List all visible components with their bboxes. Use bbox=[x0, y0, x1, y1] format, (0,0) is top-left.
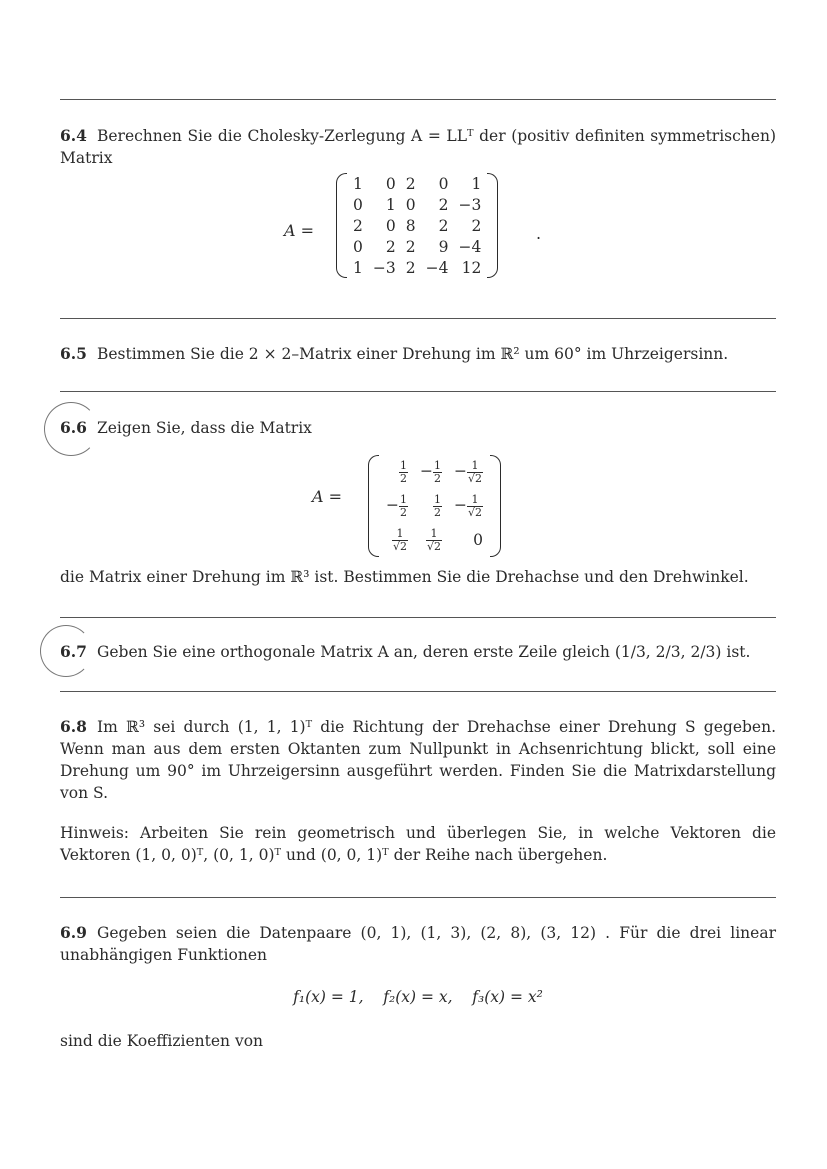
matrix-entry: − $\frac{1}{√2}$ bbox=[454, 492, 483, 519]
matrix-label: A = bbox=[284, 221, 315, 240]
matrix-entry: − $\frac{1}{√2}$ bbox=[454, 458, 483, 485]
matrix-row bbox=[380, 489, 489, 523]
matrix-entry: 12 bbox=[461, 258, 482, 277]
exercise-6-8 bbox=[60, 716, 776, 804]
matrix-entry: $\frac{1}{2}$ bbox=[434, 492, 441, 519]
matrix-entry: 2 bbox=[438, 195, 449, 214]
exercise-text: Geben Sie eine orthogonale Matrix A an, deren erste Zeile gleich (1/3, 2/3, 2/3) ist. bbox=[96, 643, 751, 661]
right-parenthesis bbox=[490, 455, 501, 557]
matrix-entry: 2 bbox=[471, 216, 482, 235]
matrix-entry: 2 bbox=[385, 237, 396, 256]
matrix-entry: − $\frac{1}{2}$ bbox=[386, 492, 407, 519]
matrix-entry: $\frac{1}{√2}$ bbox=[426, 526, 441, 553]
matrix-entry: −4 bbox=[425, 258, 449, 277]
matrix-entry: −4 bbox=[458, 237, 482, 256]
exercise-text: Im ℝ³ sei durch (1, 1, 1)ᵀ die Richtung der Drehachse einer Drehung S gegeben. Wenn man aus dem ersten Oktanten zum Nullpunkt in Achsenrichtung blickt, soll eine Drehung um 90° im Uhrzeigersinn ausgeführt werden. Finden Sie die Matrixdarstellung von S. bbox=[60, 718, 776, 802]
exercise-6-9 bbox=[60, 922, 776, 966]
exercise-number: 6.4 bbox=[60, 126, 87, 145]
exercise-text: Gegeben seien die Datenpaare (0, 1), (1, 3), (2, 8), (3, 12) . Für die drei linear unabhängigen Funktionen bbox=[60, 924, 776, 964]
exercise-6-7 bbox=[60, 641, 776, 663]
matrix-entry: 0 bbox=[385, 216, 396, 235]
exercise-text: Berechnen Sie die Cholesky-Zerlegung A = LLᵀ der (positiv definiten symmetrischen) Matrix bbox=[60, 127, 776, 167]
matrix-row bbox=[348, 173, 486, 194]
matrix-entry: 0 bbox=[353, 237, 363, 256]
matrix-label: A = bbox=[312, 487, 343, 506]
left-parenthesis bbox=[368, 455, 379, 557]
matrix-entry: 8 bbox=[405, 216, 416, 235]
separator-rule bbox=[60, 897, 776, 898]
matrix-entry: 0 bbox=[385, 174, 396, 193]
matrix-entry: 1 bbox=[353, 258, 363, 277]
matrix-entry: 2 bbox=[405, 258, 416, 277]
matrix-entry: $\frac{1}{√2}$ bbox=[392, 526, 407, 553]
matrix-entry: 2 bbox=[438, 216, 449, 235]
equation-period: . bbox=[536, 224, 542, 243]
matrix-row bbox=[380, 523, 489, 557]
left-parenthesis bbox=[336, 173, 347, 278]
matrix-entry: $\frac{1}{2}$ bbox=[400, 458, 407, 485]
exercise-6-6-continuation: die Matrix einer Drehung im ℝ³ ist. Bestimmen Sie die Drehachse und den Drehwinkel. bbox=[60, 568, 749, 586]
matrix-entry: 2 bbox=[405, 237, 416, 256]
exercise-6-6 bbox=[60, 417, 776, 439]
exercise-text: Bestimmen Sie die 2 × 2–Matrix einer Drehung im ℝ² um 60° im Uhrzeigersinn. bbox=[96, 345, 729, 363]
matrix-entry: 2 bbox=[405, 174, 416, 193]
matrix-row bbox=[348, 215, 486, 236]
separator-rule bbox=[60, 318, 776, 319]
separator-rule bbox=[60, 391, 776, 392]
matrix-entry: 1 bbox=[385, 195, 396, 214]
cholesky-matrix bbox=[348, 173, 486, 278]
separator-rule bbox=[60, 617, 776, 618]
matrix-entry: −3 bbox=[372, 258, 396, 277]
exercise-number: 6.6 bbox=[60, 418, 87, 437]
matrix-entry: 0 bbox=[405, 195, 416, 214]
separator-rule bbox=[60, 691, 776, 692]
exercise-number: 6.7 bbox=[60, 642, 87, 661]
function-definitions: f₁(x) = 1, f₂(x) = x, f₃(x) = x² bbox=[293, 988, 543, 1006]
exercise-6-5 bbox=[60, 343, 776, 365]
exercise-6-9-continuation: sind die Koeffizienten von bbox=[60, 1032, 264, 1050]
matrix-entry: − $\frac{1}{2}$ bbox=[420, 458, 441, 485]
separator-rule bbox=[60, 99, 776, 100]
rotation-matrix bbox=[380, 455, 489, 557]
matrix-entry: 2 bbox=[353, 216, 363, 235]
matrix-row bbox=[348, 236, 486, 257]
exercise-number: 6.8 bbox=[60, 717, 87, 736]
exercise-number: 6.5 bbox=[60, 344, 87, 363]
matrix-entry: 0 bbox=[353, 195, 363, 214]
matrix-entry: 0 bbox=[473, 531, 484, 549]
exercise-text: Zeigen Sie, dass die Matrix bbox=[96, 419, 312, 437]
matrix-entry: 1 bbox=[471, 174, 482, 193]
exercise-6-8-hint: Hinweis: Arbeiten Sie rein geometrisch und überlegen Sie, in welche Vektoren die Vektoren (1, 0, 0)ᵀ, (0, 1, 0)ᵀ und (0, 0, 1)ᵀ der Reihe nach übergehen. bbox=[60, 824, 776, 864]
matrix-entry: 0 bbox=[438, 174, 449, 193]
matrix-row bbox=[380, 455, 489, 489]
matrix-row bbox=[348, 194, 486, 215]
matrix-entry: 1 bbox=[353, 174, 363, 193]
matrix-entry: −3 bbox=[458, 195, 482, 214]
exercise-number: 6.9 bbox=[60, 923, 87, 942]
matrix-entry: 9 bbox=[438, 237, 449, 256]
exercise-6-4 bbox=[60, 125, 776, 169]
right-parenthesis bbox=[487, 173, 498, 278]
matrix-row bbox=[348, 257, 486, 278]
